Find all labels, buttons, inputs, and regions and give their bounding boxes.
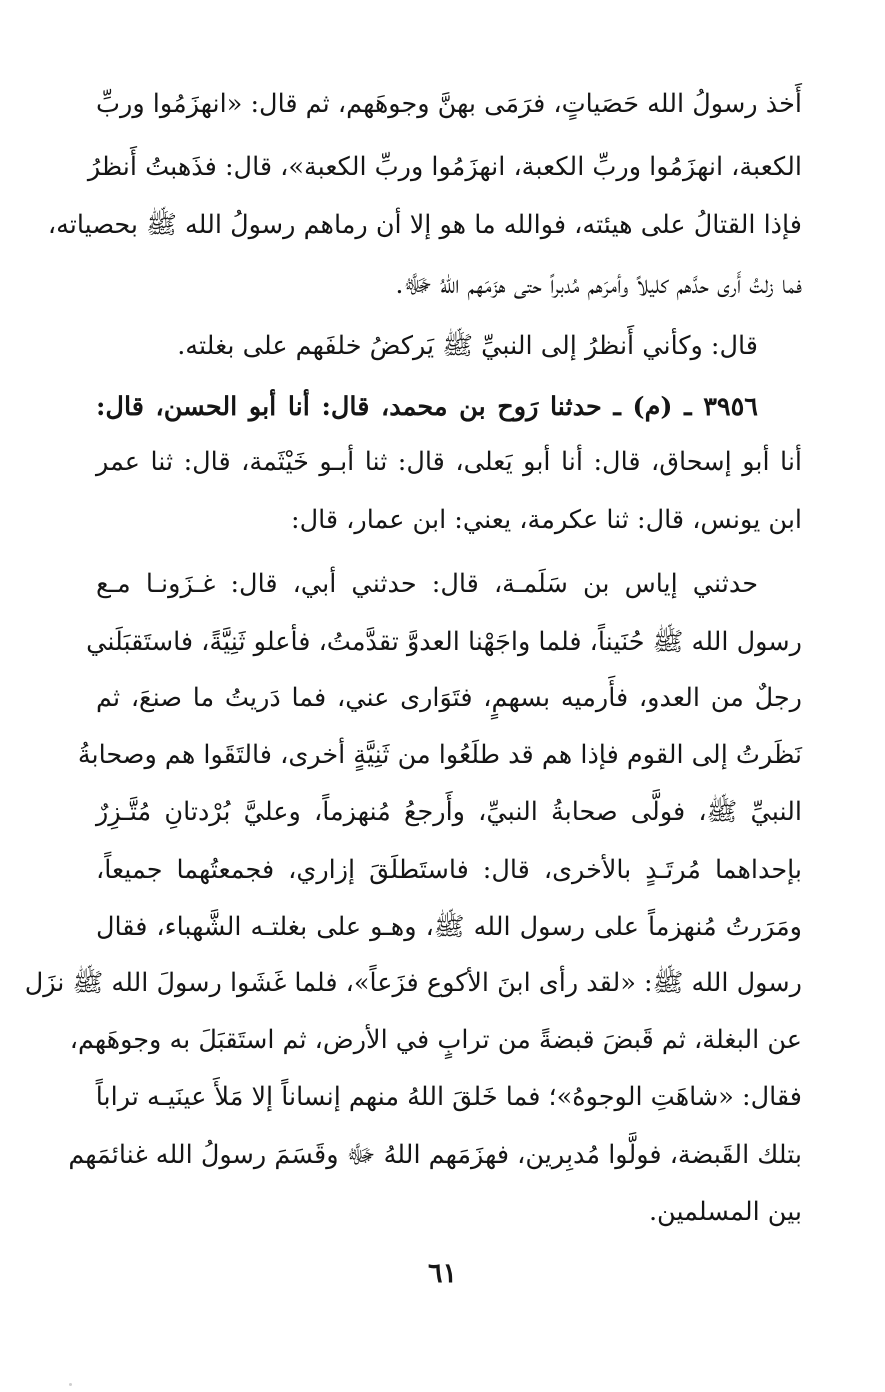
text-line: ابن يونس، قال: ثنا عكرمة، يعني: ابن عمار، قال: bbox=[291, 505, 802, 535]
text-line: حدثني إياس بن سَلَمـة، قال: حدثني أبي، قال: غـزَونـا مـع bbox=[96, 569, 758, 599]
text-line: بإحداهما مُرتَـدٍ بالأخرى، قال: فاستَطلَقَ إزاري، فجمعتُهما جميعاً، bbox=[96, 855, 802, 885]
text-line: فإذا القتالُ على هيئته، فوالله ما هو إلا أن رماهم رسولُ الله ﷺ بحصياته، bbox=[47, 210, 802, 240]
text-line: أَخذ رسولُ الله حَصَياتٍ، فرَمَى بهنَّ وجوهَهم، ثم قال: «انهزَمُوا وربِّ bbox=[96, 89, 802, 119]
text-line: فقال: «شاهَتِ الوجوهُ»؛ فما خَلقَ اللهُ منهم إنساناً إلا مَلأَ عينَيـه تراباً bbox=[95, 1082, 802, 1112]
page-number: ٦١ bbox=[427, 1258, 457, 1289]
text-line: النبيِّ ﷺ، فولَّى صحابةُ النبيِّ، وأَرجعُ مُنهزماً، وعليَّ بُرْدتانِ مُتَّـزِرٌ bbox=[96, 797, 802, 827]
text-line: بتلك القَبضة، فولَّوا مُدبِرين، فهزَمَهم اللهُ ﷻ وقَسَمَ رسولُ الله غنائمَهم bbox=[68, 1140, 802, 1170]
text-line: رسول الله ﷺ حُنَيناً، فلما واجَهْنا العدوَّ تقدَّمتُ، فأعلو ثَنِيَّةً، فاستَقبَلَني bbox=[86, 627, 802, 657]
text-line: قال: وكأني أَنظرُ إلى النبيِّ ﷺ يَركضُ خلفَهم على بغلته. bbox=[177, 331, 758, 361]
text-line: أنا أبو إسحاق، قال: أنا أبو يَعلى، قال: ثنا أبـو خَيْثَمة، قال: ثنا عمر bbox=[96, 447, 802, 477]
text-line: عن البغلة، ثم قَبضَ قبضةً من ترابٍ في الأرض، ثم استَقبَلَ به وجوهَهم، bbox=[69, 1025, 802, 1055]
text-line: رجلٌ من العدو، فأَرميه بسهمٍ، فتَوَارى عني، فما دَريتُ ما صنعَ، ثم bbox=[96, 683, 802, 713]
scan-speck bbox=[69, 1383, 72, 1386]
text-line: فما زلتُ أَرى حدَّهم كليلاً وأمرَهم مُدبراً حتى هزَمَهم اللهُ ﷻ. bbox=[395, 270, 802, 300]
hadith-heading-line: ٣٩٥٦ ـ (م) ـ حدثنا رَوح بن محمد، قال: أنا أبو الحسن، قال: bbox=[96, 392, 758, 422]
text-line: نَظَرتُ إلى القوم فإذا هم قد طلَعُوا من ثَنِيَّةٍ أخرى، فالتَقَوا هم وصحابةُ bbox=[77, 740, 802, 770]
text-line: ومَرَرتُ مُنهزماً على رسول الله ﷺ، وهـو على بغلتـه الشَّهباء، فقال bbox=[96, 912, 802, 942]
text-line: بين المسلمين. bbox=[648, 1197, 802, 1227]
text-line: الكعبة، انهزَمُوا وربِّ الكعبة، انهزَمُوا وربِّ الكعبة»، قال: فذَهبتُ أَنظرُ bbox=[87, 152, 802, 182]
text-line: رسول الله ﷺ: «لقد رأى ابنَ الأكوع فزَعاً»، فلما غَشَوا رسولَ الله ﷺ نزَل bbox=[24, 968, 802, 998]
